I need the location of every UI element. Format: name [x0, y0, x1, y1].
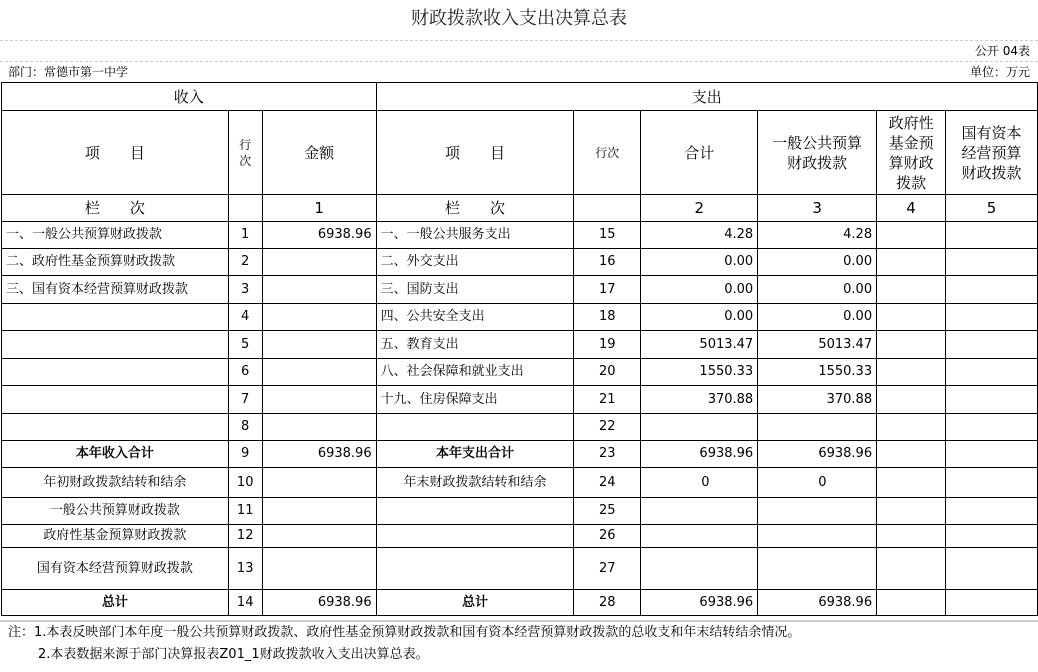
expense-item-cell	[376, 414, 574, 441]
general-budget-amount-cell: 6938.96	[758, 441, 877, 468]
expense-item-cell: 年末财政拨款结转和结余	[376, 468, 574, 498]
expense-item-cell	[376, 525, 574, 548]
income-item-cell: 一、一般公共预算财政拨款	[2, 222, 229, 249]
income-amount-cell: 6938.96	[262, 441, 376, 468]
state-capital-amount-cell	[946, 331, 1038, 359]
income-item-cell: 二、政府性基金预算财政拨款	[2, 249, 229, 276]
income-amount-cell	[262, 249, 376, 276]
expense-row-no-header: 行次	[574, 111, 641, 195]
expense-total-cell: 5013.47	[641, 331, 758, 359]
table-row	[2, 548, 1038, 590]
gov-fund-amount-cell	[877, 359, 946, 386]
income-row-no-cell: 3	[228, 276, 262, 304]
total-header: 合计	[641, 111, 758, 195]
state-capital-amount-cell	[946, 414, 1038, 441]
expense-item-cell: 一、一般公共服务支出	[376, 222, 574, 249]
expense-row-no-cell: 15	[574, 222, 641, 249]
expense-row-no-cell: 16	[574, 249, 641, 276]
expense-row-no-cell: 21	[574, 386, 641, 414]
income-item-header: 项 目	[2, 111, 229, 195]
state-capital-amount-cell	[946, 304, 1038, 331]
income-item-cell	[2, 304, 229, 331]
expense-item-cell: 四、公共安全支出	[376, 304, 574, 331]
amount-header: 金额	[262, 111, 376, 195]
expense-total-cell: 6938.96	[641, 441, 758, 468]
income-row-no-cell: 7	[228, 386, 262, 414]
income-row-no-cell: 12	[228, 525, 262, 548]
income-item-cell	[2, 386, 229, 414]
gov-fund-amount-cell	[877, 414, 946, 441]
table-row	[2, 468, 1038, 498]
state-capital-amount-cell	[946, 548, 1038, 590]
note-1: 注：1.本表反映部门本年度一般公共预算财政拨款、政府性基金预算财政拨款和国有资本经营预算财政拨款的总收支和年末结转结余情况。	[8, 625, 801, 640]
state-capital-amount-cell	[946, 441, 1038, 468]
expense-row-no-cell: 18	[574, 304, 641, 331]
table-row	[2, 359, 1038, 386]
income-row-no-cell: 14	[228, 590, 262, 616]
table-row	[2, 386, 1038, 414]
expense-total-cell	[641, 548, 758, 590]
gov-fund-header: 政府性基金预算财政拨款	[877, 111, 946, 195]
notes	[0, 620, 1038, 672]
gov-fund-amount-cell	[877, 590, 946, 616]
income-item-cell: 年初财政拨款结转和结余	[2, 468, 229, 498]
column-label-expense: 栏 次	[376, 195, 574, 222]
state-capital-amount-cell	[946, 468, 1038, 498]
column-number-1: 1	[262, 195, 376, 222]
general-budget-amount-cell	[758, 498, 877, 525]
expense-total-cell: 0	[641, 468, 758, 498]
state-capital-header: 国有资本经营预算财政拨款	[946, 111, 1038, 195]
gov-fund-amount-cell	[877, 331, 946, 359]
state-capital-amount-cell	[946, 590, 1038, 616]
expense-row-no-cell: 20	[574, 359, 641, 386]
expense-item-header: 项 目	[376, 111, 574, 195]
expense-item-cell: 二、外交支出	[376, 249, 574, 276]
general-budget-amount-cell	[758, 414, 877, 441]
expense-total-cell: 1550.33	[641, 359, 758, 386]
empty-cell	[228, 195, 262, 222]
gov-fund-amount-cell	[877, 498, 946, 525]
income-row-no-cell: 2	[228, 249, 262, 276]
general-budget-amount-cell: 1550.33	[758, 359, 877, 386]
income-item-cell: 一般公共预算财政拨款	[2, 498, 229, 525]
state-capital-amount-cell	[946, 498, 1038, 525]
expense-item-cell: 本年支出合计	[376, 441, 574, 468]
expense-total-cell: 0.00	[641, 304, 758, 331]
income-amount-cell	[262, 468, 376, 498]
income-row-no-header: 行次	[228, 111, 262, 195]
general-budget-header: 一般公共预算财政拨款	[758, 111, 877, 195]
unit: 单位：万元	[969, 65, 1030, 79]
table-row	[2, 249, 1038, 276]
income-amount-cell	[262, 548, 376, 590]
appropriation-table	[1, 82, 1038, 616]
state-capital-amount-cell	[946, 249, 1038, 276]
income-amount-cell	[262, 359, 376, 386]
state-capital-amount-cell	[946, 386, 1038, 414]
income-item-cell: 政府性基金预算财政拨款	[2, 525, 229, 548]
state-capital-amount-cell	[946, 525, 1038, 548]
expense-item-cell: 总计	[376, 590, 574, 616]
expense-row-no-cell: 28	[574, 590, 641, 616]
income-amount-cell	[262, 331, 376, 359]
gov-fund-amount-cell	[877, 222, 946, 249]
expense-total-cell: 370.88	[641, 386, 758, 414]
expense-total-cell: 0.00	[641, 276, 758, 304]
expense-row-no-cell: 23	[574, 441, 641, 468]
income-amount-cell	[262, 498, 376, 525]
expense-row-no-cell: 24	[574, 468, 641, 498]
expense-total-cell	[641, 414, 758, 441]
income-item-cell	[2, 359, 229, 386]
expense-item-cell	[376, 498, 574, 525]
general-budget-amount-cell: 6938.96	[758, 590, 877, 616]
expense-row-no-cell: 25	[574, 498, 641, 525]
state-capital-amount-cell	[946, 276, 1038, 304]
gov-fund-amount-cell	[877, 525, 946, 548]
gov-fund-amount-cell	[877, 468, 946, 498]
expense-row-no-cell: 27	[574, 548, 641, 590]
general-budget-amount-cell: 0.00	[758, 276, 877, 304]
gov-fund-amount-cell	[877, 441, 946, 468]
expense-total-cell: 6938.96	[641, 590, 758, 616]
expense-item-cell: 十九、住房保障支出	[376, 386, 574, 414]
income-row-no-cell: 4	[228, 304, 262, 331]
general-budget-amount-cell: 4.28	[758, 222, 877, 249]
table-row	[2, 525, 1038, 548]
table-row	[2, 590, 1038, 616]
column-number-2: 2	[641, 195, 758, 222]
expense-row-no-cell: 19	[574, 331, 641, 359]
expense-header: 支出	[376, 83, 1037, 111]
income-item-cell: 国有资本经营预算财政拨款	[2, 548, 229, 590]
income-row-no-cell: 10	[228, 468, 262, 498]
form-code-row	[0, 40, 1038, 62]
expense-item-cell: 八、社会保障和就业支出	[376, 359, 574, 386]
income-amount-cell	[262, 414, 376, 441]
column-number-4: 4	[877, 195, 946, 222]
income-row-no-cell: 13	[228, 548, 262, 590]
income-amount-cell: 6938.96	[262, 590, 376, 616]
income-item-cell: 三、国有资本经营预算财政拨款	[2, 276, 229, 304]
income-item-cell	[2, 331, 229, 359]
income-row-no-cell: 8	[228, 414, 262, 441]
income-amount-cell	[262, 276, 376, 304]
income-item-cell	[2, 414, 229, 441]
table-row	[2, 414, 1038, 441]
expense-total-cell: 0.00	[641, 249, 758, 276]
expense-total-cell: 4.28	[641, 222, 758, 249]
expense-row-no-cell: 17	[574, 276, 641, 304]
expense-total-cell	[641, 525, 758, 548]
general-budget-amount-cell: 0.00	[758, 304, 877, 331]
general-budget-amount-cell: 0	[758, 468, 877, 498]
general-budget-amount-cell	[758, 525, 877, 548]
department-row	[0, 61, 1038, 83]
table-row	[2, 222, 1038, 249]
report-title: 财政拨款收入支出决算总表	[411, 8, 627, 29]
expense-row-no-cell: 22	[574, 414, 641, 441]
state-capital-amount-cell	[946, 222, 1038, 249]
expense-row-no-cell: 26	[574, 525, 641, 548]
income-row-no-cell: 5	[228, 331, 262, 359]
income-amount-cell	[262, 525, 376, 548]
income-row-no-cell: 1	[228, 222, 262, 249]
column-label: 栏 次	[2, 195, 229, 222]
table-row	[2, 498, 1038, 525]
general-budget-amount-cell: 5013.47	[758, 331, 877, 359]
general-budget-amount-cell: 0.00	[758, 249, 877, 276]
income-row-no-cell: 11	[228, 498, 262, 525]
column-number-3: 3	[758, 195, 877, 222]
income-amount-cell: 6938.96	[262, 222, 376, 249]
general-budget-amount-cell: 370.88	[758, 386, 877, 414]
gov-fund-amount-cell	[877, 548, 946, 590]
table-row	[2, 304, 1038, 331]
table-row	[2, 276, 1038, 304]
expense-total-cell	[641, 498, 758, 525]
expense-item-cell: 五、教育支出	[376, 331, 574, 359]
table-row	[2, 441, 1038, 468]
empty-cell	[574, 195, 641, 222]
income-item-cell: 总计	[2, 590, 229, 616]
gov-fund-amount-cell	[877, 304, 946, 331]
income-row-no-cell: 6	[228, 359, 262, 386]
income-item-cell: 本年收入合计	[2, 441, 229, 468]
department: 部门：常德市第一中学	[8, 65, 129, 79]
table-row	[2, 331, 1038, 359]
gov-fund-amount-cell	[877, 276, 946, 304]
expense-item-cell	[376, 548, 574, 590]
note-2: 2.本表数据来源于部门决算报表Z01_1财政拨款收入支出决算总表。	[38, 647, 429, 662]
income-amount-cell	[262, 304, 376, 331]
income-amount-cell	[262, 386, 376, 414]
column-number-5: 5	[946, 195, 1038, 222]
form-code: 公开 04表	[974, 44, 1030, 58]
state-capital-amount-cell	[946, 359, 1038, 386]
income-header: 收入	[2, 83, 377, 111]
gov-fund-amount-cell	[877, 386, 946, 414]
income-row-no-cell: 9	[228, 441, 262, 468]
general-budget-amount-cell	[758, 548, 877, 590]
expense-item-cell: 三、国防支出	[376, 276, 574, 304]
gov-fund-amount-cell	[877, 249, 946, 276]
